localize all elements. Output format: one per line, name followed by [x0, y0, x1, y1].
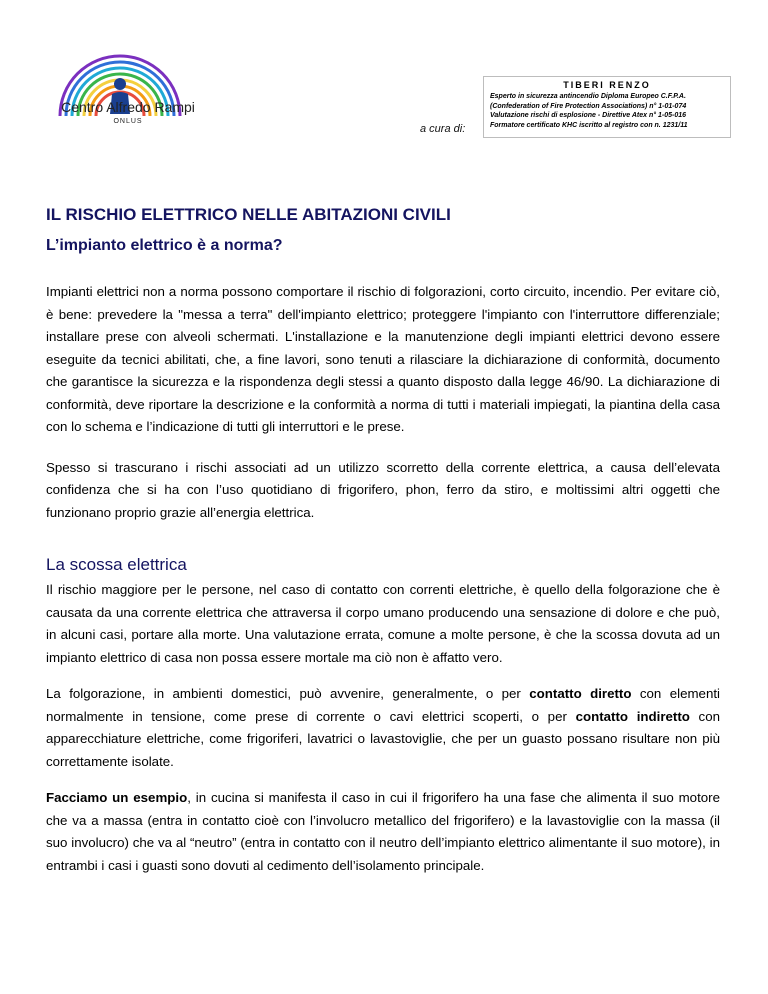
curated-by-label: a cura di: — [420, 123, 466, 135]
text-span: La folgorazione, in ambienti domestici, può avvenire, generalmente, o per — [46, 686, 530, 701]
section-heading-impianto: L’impianto elettrico è a norma? — [46, 237, 283, 254]
author-credential: Formatore certificato KHC iscritto al registro con n. 1231/11 — [490, 121, 688, 129]
bold-term-contatto-diretto: contatto diretto — [529, 686, 632, 701]
paragraph-rischi: Spesso si trascurano i rischi associati ad un utilizzo scorretto della corrente elettrica, a causa dell’elevata confidenza che si ha con l’uso quotidiano di frigorifero, phon, ferro da stiro, e moltissimi altri oggetti che funzionano proprio grazie all’energia elettrica. — [46, 459, 720, 520]
document-title: IL RISCHIO ELETTRICO NELLE ABITAZIONI CIVILI — [46, 205, 451, 224]
document-body — [46, 188, 720, 877]
logo-name: Centro Alfredo Rampi — [61, 99, 195, 115]
paragraph-folgorazione: Il rischio maggiore per le persone, nel caso di contatto con correnti elettriche, è quello della folgorazione che è causata da una corrente elettrica che attraversa il corpo umano producendo una sensazione di dolore e che può, in alcuni casi, portare alla morte. Una valutazione errata, comune a molte persone, è che la scossa dovuta ad un impianto elettrico di casa non possa essere mortale ma ciò non è affatto vero. — [46, 582, 720, 665]
paragraph-esempio — [46, 787, 720, 877]
author-name: TIBERI RENZO — [563, 80, 651, 90]
logo-subtitle: ONLUS — [113, 118, 143, 125]
paragraph-contatto — [46, 683, 720, 773]
text-span: , in cucina si manifesta il caso in cui il frigorifero ha una fase che alimenta il suo motore che va a massa (entra in contatto cioè con l’involucro metallico del frigorifero) e la lavastoviglie con la massa (il suo involucro) che va al “neutro” (entra in contatto con il neutro dell’impianto elettrico alimentante il suo motore), in entrambi i casi i guasti sono dovuti al cedimento dell’isolamento principale. — [46, 790, 720, 873]
section-heading-scossa: La scossa elettrica — [46, 555, 187, 574]
author-credential: Valutazione rischi di esplosione - Direttive Atex n° 1-05-016 — [490, 112, 687, 119]
author-credential: (Confederation of Fire Protection Associations) n° 1-01-074 — [490, 102, 687, 110]
author-card — [483, 76, 731, 138]
author-credential: Esperto in sicurezza antincendio Diploma Europeo C.F.P.A. — [490, 93, 686, 100]
paragraph-norma: Impianti elettrici non a norma possono comportare il rischio di folgorazioni, corto circuito, incendio. Per evitare ciò, è bene: prevedere la "messa a terra" dell'impianto elettrico; proteggere l'impianto con l'interruttore differenziale; installare prese con alveoli schermati. L'installazione e la manutenzione degli impianti elettrici devono essere eseguite da tecnici abilitati, che, a fine lavori, sono tenuti a rilasciare la dichiarazione di conformità, documento che garantisce la sicurezza e la rispondenza degli stessi a quanto disposto dalla legge 46/90. La dichiarazione di conformità, deve riportare la descrizione e la conformità a norma di tutti i materiali impiegati, la piantina della casa con lo schema e l’indicazione di tutti gli interruttori e le prese. — [46, 284, 720, 434]
bold-term-contatto-indiretto: contatto indiretto — [575, 708, 690, 724]
text-span: con apparecchiature elettriche, come frigoriferi, lavatrici o lavastoviglie, che per un guasto possano risultare non più correttamente isolate. — [46, 708, 720, 769]
text-span: con elementi normalmente in tensione, come prese di corrente o cavi elettrici scoperti, o per — [46, 686, 720, 724]
bold-term-esempio: Facciamo un esempio — [46, 790, 188, 805]
